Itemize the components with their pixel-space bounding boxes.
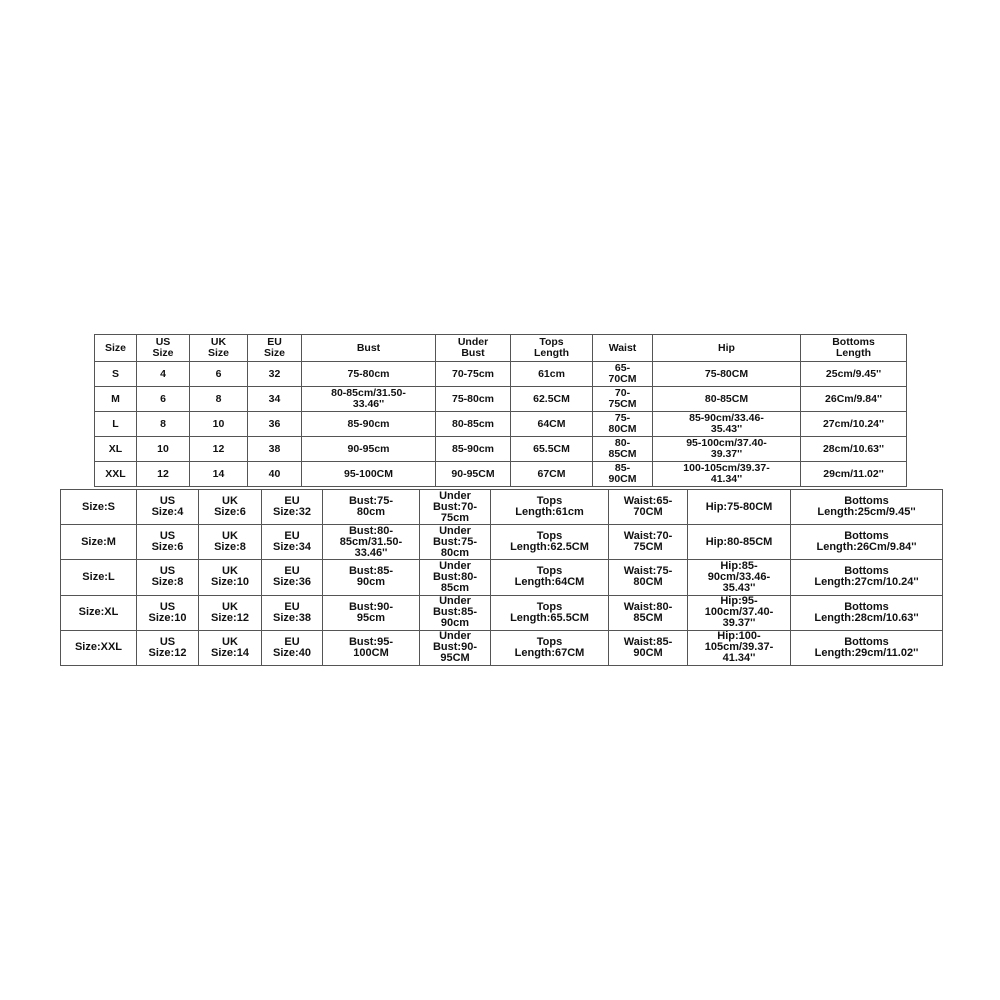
table-cell: Tops Length:65.5CM bbox=[491, 595, 609, 630]
header-cell: Tops Length bbox=[511, 335, 593, 362]
table-cell: 65- 70CM bbox=[593, 362, 653, 387]
table-cell: 90-95CM bbox=[436, 462, 511, 487]
table-cell: EU Size:38 bbox=[262, 595, 323, 630]
table-cell: 26Cm/9.84'' bbox=[801, 387, 907, 412]
table-cell: US Size:4 bbox=[137, 490, 199, 525]
header-cell: Bust bbox=[302, 335, 436, 362]
header-cell: US Size bbox=[137, 335, 190, 362]
header-cell: Bottoms Length bbox=[801, 335, 907, 362]
table-cell: 85-90cm/33.46- 35.43'' bbox=[653, 412, 801, 437]
table-cell: 75-80CM bbox=[653, 362, 801, 387]
table-cell: EU Size:32 bbox=[262, 490, 323, 525]
table-cell: Bottoms Length:27cm/10.24'' bbox=[791, 560, 943, 595]
table-cell: 80-85CM bbox=[653, 387, 801, 412]
table-cell: Bust:90- 95cm bbox=[323, 595, 420, 630]
table-cell: 27cm/10.24'' bbox=[801, 412, 907, 437]
table-cell: UK Size:10 bbox=[199, 560, 262, 595]
table-cell: XXL bbox=[95, 462, 137, 487]
table-cell: Bottoms Length:25cm/9.45'' bbox=[791, 490, 943, 525]
table-cell: UK Size:12 bbox=[199, 595, 262, 630]
table-row bbox=[95, 412, 907, 437]
table-cell: 29cm/11.02'' bbox=[801, 462, 907, 487]
table-row bbox=[95, 362, 907, 387]
table-cell: 10 bbox=[190, 412, 248, 437]
table-cell: 75-80cm bbox=[436, 387, 511, 412]
table-cell: Tops Length:67CM bbox=[491, 630, 609, 665]
table-cell: L bbox=[95, 412, 137, 437]
header-cell: UK Size bbox=[190, 335, 248, 362]
table-cell: US Size:10 bbox=[137, 595, 199, 630]
size-chart-table-compact bbox=[94, 334, 907, 487]
table-cell: 8 bbox=[137, 412, 190, 437]
table-cell: Size:M bbox=[61, 525, 137, 560]
table-cell: 8 bbox=[190, 387, 248, 412]
table-cell: 80- 85CM bbox=[593, 437, 653, 462]
table-cell: 62.5CM bbox=[511, 387, 593, 412]
table-cell: Size:S bbox=[61, 490, 137, 525]
table-cell: Tops Length:61cm bbox=[491, 490, 609, 525]
table-cell: 40 bbox=[248, 462, 302, 487]
table-cell: 90-95cm bbox=[302, 437, 436, 462]
table-cell: S bbox=[95, 362, 137, 387]
table-row bbox=[95, 387, 907, 412]
table-cell: 61cm bbox=[511, 362, 593, 387]
table-cell: Hip:95- 100cm/37.40- 39.37'' bbox=[688, 595, 791, 630]
table-cell: 6 bbox=[190, 362, 248, 387]
table-cell: 28cm/10.63'' bbox=[801, 437, 907, 462]
table-cell: 32 bbox=[248, 362, 302, 387]
table-cell: Bust:85- 90cm bbox=[323, 560, 420, 595]
table-cell: Waist:85- 90CM bbox=[609, 630, 688, 665]
table-cell: 70- 75CM bbox=[593, 387, 653, 412]
table-cell: Size:L bbox=[61, 560, 137, 595]
table-cell: Under Bust:80- 85cm bbox=[420, 560, 491, 595]
table-cell: Hip:75-80CM bbox=[688, 490, 791, 525]
table-cell: Bottoms Length:28cm/10.63'' bbox=[791, 595, 943, 630]
table-cell: 95-100cm/37.40- 39.37'' bbox=[653, 437, 801, 462]
table-cell: Bust:95- 100CM bbox=[323, 630, 420, 665]
table-cell: Waist:70- 75CM bbox=[609, 525, 688, 560]
table-cell: Under Bust:70- 75cm bbox=[420, 490, 491, 525]
table-cell: Waist:75- 80CM bbox=[609, 560, 688, 595]
header-cell: Waist bbox=[593, 335, 653, 362]
header-cell: EU Size bbox=[248, 335, 302, 362]
table-row bbox=[61, 560, 943, 595]
table-cell: 85- 90CM bbox=[593, 462, 653, 487]
table-row bbox=[95, 437, 907, 462]
table-cell: Bust:75- 80cm bbox=[323, 490, 420, 525]
table-cell: XL bbox=[95, 437, 137, 462]
table-cell: 100-105cm/39.37- 41.34'' bbox=[653, 462, 801, 487]
header-cell: Hip bbox=[653, 335, 801, 362]
table-cell: 36 bbox=[248, 412, 302, 437]
table-cell: Hip:80-85CM bbox=[688, 525, 791, 560]
header-row bbox=[95, 335, 907, 362]
size-chart-table-labeled bbox=[60, 489, 943, 666]
table-cell: UK Size:6 bbox=[199, 490, 262, 525]
table-cell: 12 bbox=[190, 437, 248, 462]
table-cell: Under Bust:85- 90cm bbox=[420, 595, 491, 630]
table-cell: US Size:6 bbox=[137, 525, 199, 560]
table-cell: EU Size:40 bbox=[262, 630, 323, 665]
table-cell: 6 bbox=[137, 387, 190, 412]
table-cell: 75-80cm bbox=[302, 362, 436, 387]
table-cell: Bottoms Length:29cm/11.02'' bbox=[791, 630, 943, 665]
table-cell: 80-85cm bbox=[436, 412, 511, 437]
table-row bbox=[61, 595, 943, 630]
table-cell: 34 bbox=[248, 387, 302, 412]
table-cell: Hip:100- 105cm/39.37- 41.34'' bbox=[688, 630, 791, 665]
table-cell: 85-90cm bbox=[302, 412, 436, 437]
table-cell: UK Size:14 bbox=[199, 630, 262, 665]
table-cell: Waist:65- 70CM bbox=[609, 490, 688, 525]
table-cell: 64CM bbox=[511, 412, 593, 437]
table-cell: 67CM bbox=[511, 462, 593, 487]
table-cell: 12 bbox=[137, 462, 190, 487]
table-cell: Tops Length:64CM bbox=[491, 560, 609, 595]
table-row bbox=[61, 630, 943, 665]
table-cell: 10 bbox=[137, 437, 190, 462]
table-cell: Under Bust:90- 95CM bbox=[420, 630, 491, 665]
table-cell: 80-85cm/31.50- 33.46'' bbox=[302, 387, 436, 412]
header-cell: Under Bust bbox=[436, 335, 511, 362]
header-cell: Size bbox=[95, 335, 137, 362]
table-row bbox=[61, 490, 943, 525]
table-row bbox=[95, 462, 907, 487]
table-cell: EU Size:36 bbox=[262, 560, 323, 595]
table-cell: 75- 80CM bbox=[593, 412, 653, 437]
table-cell: 85-90cm bbox=[436, 437, 511, 462]
table-cell: Under Bust:75- 80cm bbox=[420, 525, 491, 560]
table-cell: Hip:85- 90cm/33.46- 35.43'' bbox=[688, 560, 791, 595]
table-cell: Waist:80- 85CM bbox=[609, 595, 688, 630]
table-cell: M bbox=[95, 387, 137, 412]
table-cell: Size:XXL bbox=[61, 630, 137, 665]
table-cell: 25cm/9.45'' bbox=[801, 362, 907, 387]
table-cell: 38 bbox=[248, 437, 302, 462]
table-cell: US Size:8 bbox=[137, 560, 199, 595]
table-cell: 14 bbox=[190, 462, 248, 487]
table-cell: Tops Length:62.5CM bbox=[491, 525, 609, 560]
table-cell: 95-100CM bbox=[302, 462, 436, 487]
table-cell: US Size:12 bbox=[137, 630, 199, 665]
table-cell: EU Size:34 bbox=[262, 525, 323, 560]
table-cell: Bottoms Length:26Cm/9.84'' bbox=[791, 525, 943, 560]
table-cell: 4 bbox=[137, 362, 190, 387]
table-cell: 65.5CM bbox=[511, 437, 593, 462]
table-cell: Bust:80- 85cm/31.50- 33.46'' bbox=[323, 525, 420, 560]
table-row bbox=[61, 525, 943, 560]
table-cell: Size:XL bbox=[61, 595, 137, 630]
table-cell: 70-75cm bbox=[436, 362, 511, 387]
table-cell: UK Size:8 bbox=[199, 525, 262, 560]
